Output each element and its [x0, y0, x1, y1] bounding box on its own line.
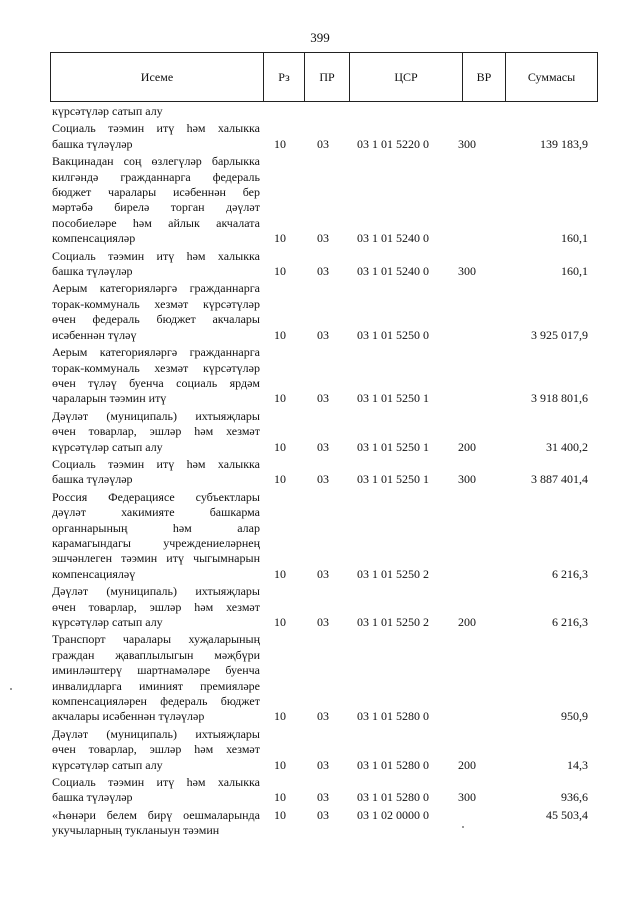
row-vr: 300 — [458, 136, 476, 151]
row-name-line: килгәндә гражданнарга федераль — [52, 169, 260, 184]
row-name-line: Аерым категорияләргә гражданнарга — [52, 281, 260, 296]
row-rz: 10 — [274, 136, 286, 151]
row-name — [52, 281, 260, 343]
row-name-line: акчалары исәбеннән түләүләр — [52, 709, 205, 724]
row-vr: 300 — [458, 790, 476, 805]
row-name-line: Социаль тәэмин итү һәм халыкка — [52, 456, 260, 471]
header-csr: ЦСР — [350, 53, 463, 102]
row-csr: 03 1 01 5250 1 — [357, 391, 429, 406]
table-row — [52, 584, 598, 630]
row-name — [52, 808, 260, 839]
page-number: 399 — [310, 30, 330, 45]
table-row — [52, 104, 598, 119]
row-name — [52, 490, 260, 582]
row-name-line: дәүләт хакимияте башкарма — [52, 505, 260, 520]
row-name — [52, 345, 260, 407]
row-name — [52, 154, 260, 246]
table-row — [52, 154, 598, 246]
row-csr: 03 1 01 5280 0 — [357, 709, 429, 724]
row-name-line: пособиеләре һәм айлык акчалата — [52, 215, 260, 230]
row-name-line: өчен түләү буенча социаль ярдәм — [52, 375, 260, 390]
row-name-line: иминләштерү шартнамәләре буенча — [52, 663, 260, 678]
row-csr: 03 1 01 5240 0 — [357, 231, 429, 246]
row-rz: 10 — [274, 615, 286, 629]
row-name-line: өчен товарлар, эшләр һәм хезмәт — [52, 424, 260, 439]
header-rz: Рз — [264, 53, 305, 102]
row-sum: 3 887 401,4 — [531, 472, 588, 487]
row-name-line: бюджет чаралары исәбеннән бер — [52, 185, 260, 200]
row-name — [52, 632, 260, 724]
row-name-line: карамагындагы учреждениеләрнең — [52, 535, 260, 550]
row-pr: 03 — [317, 709, 329, 724]
row-name-line: исәбеннән түләү — [52, 327, 137, 342]
table-row — [52, 345, 598, 407]
row-csr: 03 1 01 5250 1 — [357, 472, 429, 487]
header-sum: Суммасы — [506, 53, 598, 102]
row-pr: 03 — [317, 391, 329, 406]
table-row — [52, 281, 598, 343]
row-name-line: Социаль тәэмин итү һәм халыкка — [52, 775, 260, 790]
row-name — [52, 104, 260, 119]
row-sum: 14,3 — [567, 757, 588, 772]
row-name-line: Дәүләт (муниципаль) ихтыяҗлары — [52, 408, 260, 423]
row-rz: 10 — [274, 231, 286, 246]
row-name — [52, 584, 260, 630]
row-name-line: башка түләүләр — [52, 472, 133, 487]
table-row — [52, 457, 598, 488]
row-pr: 03 — [317, 327, 329, 342]
row-pr: 03 — [317, 264, 329, 279]
row-name-line: өчен федераль бюджет акчалары — [52, 312, 260, 327]
row-sum: 3 918 801,6 — [531, 391, 588, 406]
row-pr: 03 — [317, 790, 329, 805]
row-rz: 10 — [274, 327, 286, 342]
row-rz: 10 — [274, 709, 286, 724]
row-name-line: күрсәтүләр сатып алу — [52, 104, 163, 118]
table-row — [52, 775, 598, 806]
row-name-line: өчен товарлар, эшләр һәм хезмәт — [52, 742, 260, 757]
row-csr: 03 1 01 5250 2 — [357, 615, 429, 629]
row-name-line: күрсәтүләр сатып алу — [52, 615, 163, 629]
table-row — [52, 727, 598, 773]
row-name-line: компенсацияләү — [52, 566, 136, 581]
row-vr: 200 — [458, 615, 476, 629]
row-csr: 03 1 01 5280 0 — [357, 790, 429, 805]
row-name — [52, 121, 260, 152]
row-rz: 10 — [274, 264, 286, 279]
row-pr: 03 — [317, 757, 329, 772]
row-vr: 200 — [458, 757, 476, 772]
row-sum: 160,1 — [561, 264, 588, 279]
row-vr: 300 — [458, 264, 476, 279]
row-name-line: органнарының һәм алар — [52, 520, 260, 535]
row-name-line: башка түләүләр — [52, 264, 133, 279]
table-body — [52, 104, 598, 841]
row-sum: 6 216,3 — [552, 615, 588, 629]
row-rz: 10 — [274, 757, 286, 772]
row-pr: 03 — [317, 439, 329, 454]
row-name-line: өчен товарлар, эшләр һәм хезмәт — [52, 599, 260, 614]
table-row — [52, 249, 598, 280]
table-row — [52, 121, 598, 152]
row-csr: 03 1 01 5250 0 — [357, 327, 429, 342]
row-sum: 3 925 017,9 — [531, 327, 588, 342]
row-name-line: чараларын тәэмин итү — [52, 391, 167, 406]
row-vr: 200 — [458, 439, 476, 454]
row-name-line: Социаль тәэмин итү һәм халыкка — [52, 248, 260, 263]
row-pr: 03 — [317, 472, 329, 487]
row-rz: 10 — [274, 807, 286, 822]
row-csr: 03 1 01 5250 2 — [357, 566, 429, 581]
row-rz: 10 — [274, 790, 286, 805]
row-pr: 03 — [317, 136, 329, 151]
row-csr: 03 1 01 5250 1 — [357, 439, 429, 454]
table-header — [50, 52, 598, 102]
row-name-line: мәртәбә бирелә торган дәүләт — [52, 200, 260, 215]
row-name-line: күрсәтүләр сатып алу — [52, 439, 163, 454]
row-name-line: башка түләүләр — [52, 790, 133, 805]
row-name-line: компенсацияләрен федераль бюджет — [52, 694, 260, 709]
header-name: Исеме — [51, 53, 264, 102]
row-csr: 03 1 01 5220 0 — [357, 136, 429, 151]
row-name-line: граждан җаваплылыгын мәҗбүри — [52, 647, 260, 662]
row-name-line: эшчәнлеген тәэмин итү чыгымнарын — [52, 551, 260, 566]
row-name-line: күрсәтүләр сатып алу — [52, 757, 163, 772]
table-row — [52, 808, 598, 839]
table-row — [52, 490, 598, 582]
row-sum: 936,6 — [561, 790, 588, 805]
row-sum: 45 503,4 — [546, 807, 588, 822]
row-csr: 03 1 01 5240 0 — [357, 264, 429, 279]
row-name-line: Россия Федерациясе субъектлары — [52, 489, 260, 504]
scan-speck — [10, 688, 12, 690]
row-sum: 6 216,3 — [552, 566, 588, 581]
row-name-line: инвалидларга иминият премияләре — [52, 678, 260, 693]
row-pr: 03 — [317, 807, 329, 822]
row-vr: 300 — [458, 472, 476, 487]
row-rz: 10 — [274, 439, 286, 454]
row-sum: 31 400,2 — [546, 439, 588, 454]
row-name — [52, 775, 260, 806]
row-name-line: Социаль тәэмин итү һәм халыкка — [52, 121, 260, 136]
row-sum: 950,9 — [561, 709, 588, 724]
row-name-line: Дәүләт (муниципаль) ихтыяҗлары — [52, 726, 260, 741]
row-rz: 10 — [274, 391, 286, 406]
row-name-line: укучыларның тукланыун тәэмин — [52, 823, 220, 838]
row-name-line: торак-коммуналь хезмәт күрсәтүләр — [52, 360, 260, 375]
row-rz: 10 — [274, 472, 286, 487]
row-name-line: Транспорт чаралары хуҗаларының — [52, 632, 260, 647]
table-row — [52, 409, 598, 455]
table-row — [52, 632, 598, 724]
row-csr: 03 1 01 5280 0 — [357, 757, 429, 772]
row-pr: 03 — [317, 566, 329, 581]
row-name-line: Вакцинадан соң өзлегүләр барлыкка — [52, 154, 260, 169]
row-csr: 03 1 02 0000 0 — [357, 807, 429, 822]
scan-speck — [462, 826, 464, 828]
row-sum: 139 183,9 — [540, 136, 588, 151]
header-pr: ПР — [305, 53, 350, 102]
row-name — [52, 249, 260, 280]
row-name — [52, 727, 260, 773]
row-name-line: «Һөнәри белем бирү оешмаларында — [52, 807, 260, 822]
row-name-line: башка түләүләр — [52, 136, 133, 151]
row-name-line: Дәүләт (муниципаль) ихтыяҗлары — [52, 584, 260, 599]
row-name-line: Аерым категорияләргә гражданнарга — [52, 345, 260, 360]
row-sum: 160,1 — [561, 231, 588, 246]
row-name-line: торак-коммуналь хезмәт күрсәтүләр — [52, 296, 260, 311]
row-rz: 10 — [274, 566, 286, 581]
row-name — [52, 457, 260, 488]
row-pr: 03 — [317, 231, 329, 246]
row-name-line: компенсацияләр — [52, 231, 136, 246]
header-vr: ВР — [463, 53, 506, 102]
row-pr: 03 — [317, 615, 329, 629]
row-name — [52, 409, 260, 455]
